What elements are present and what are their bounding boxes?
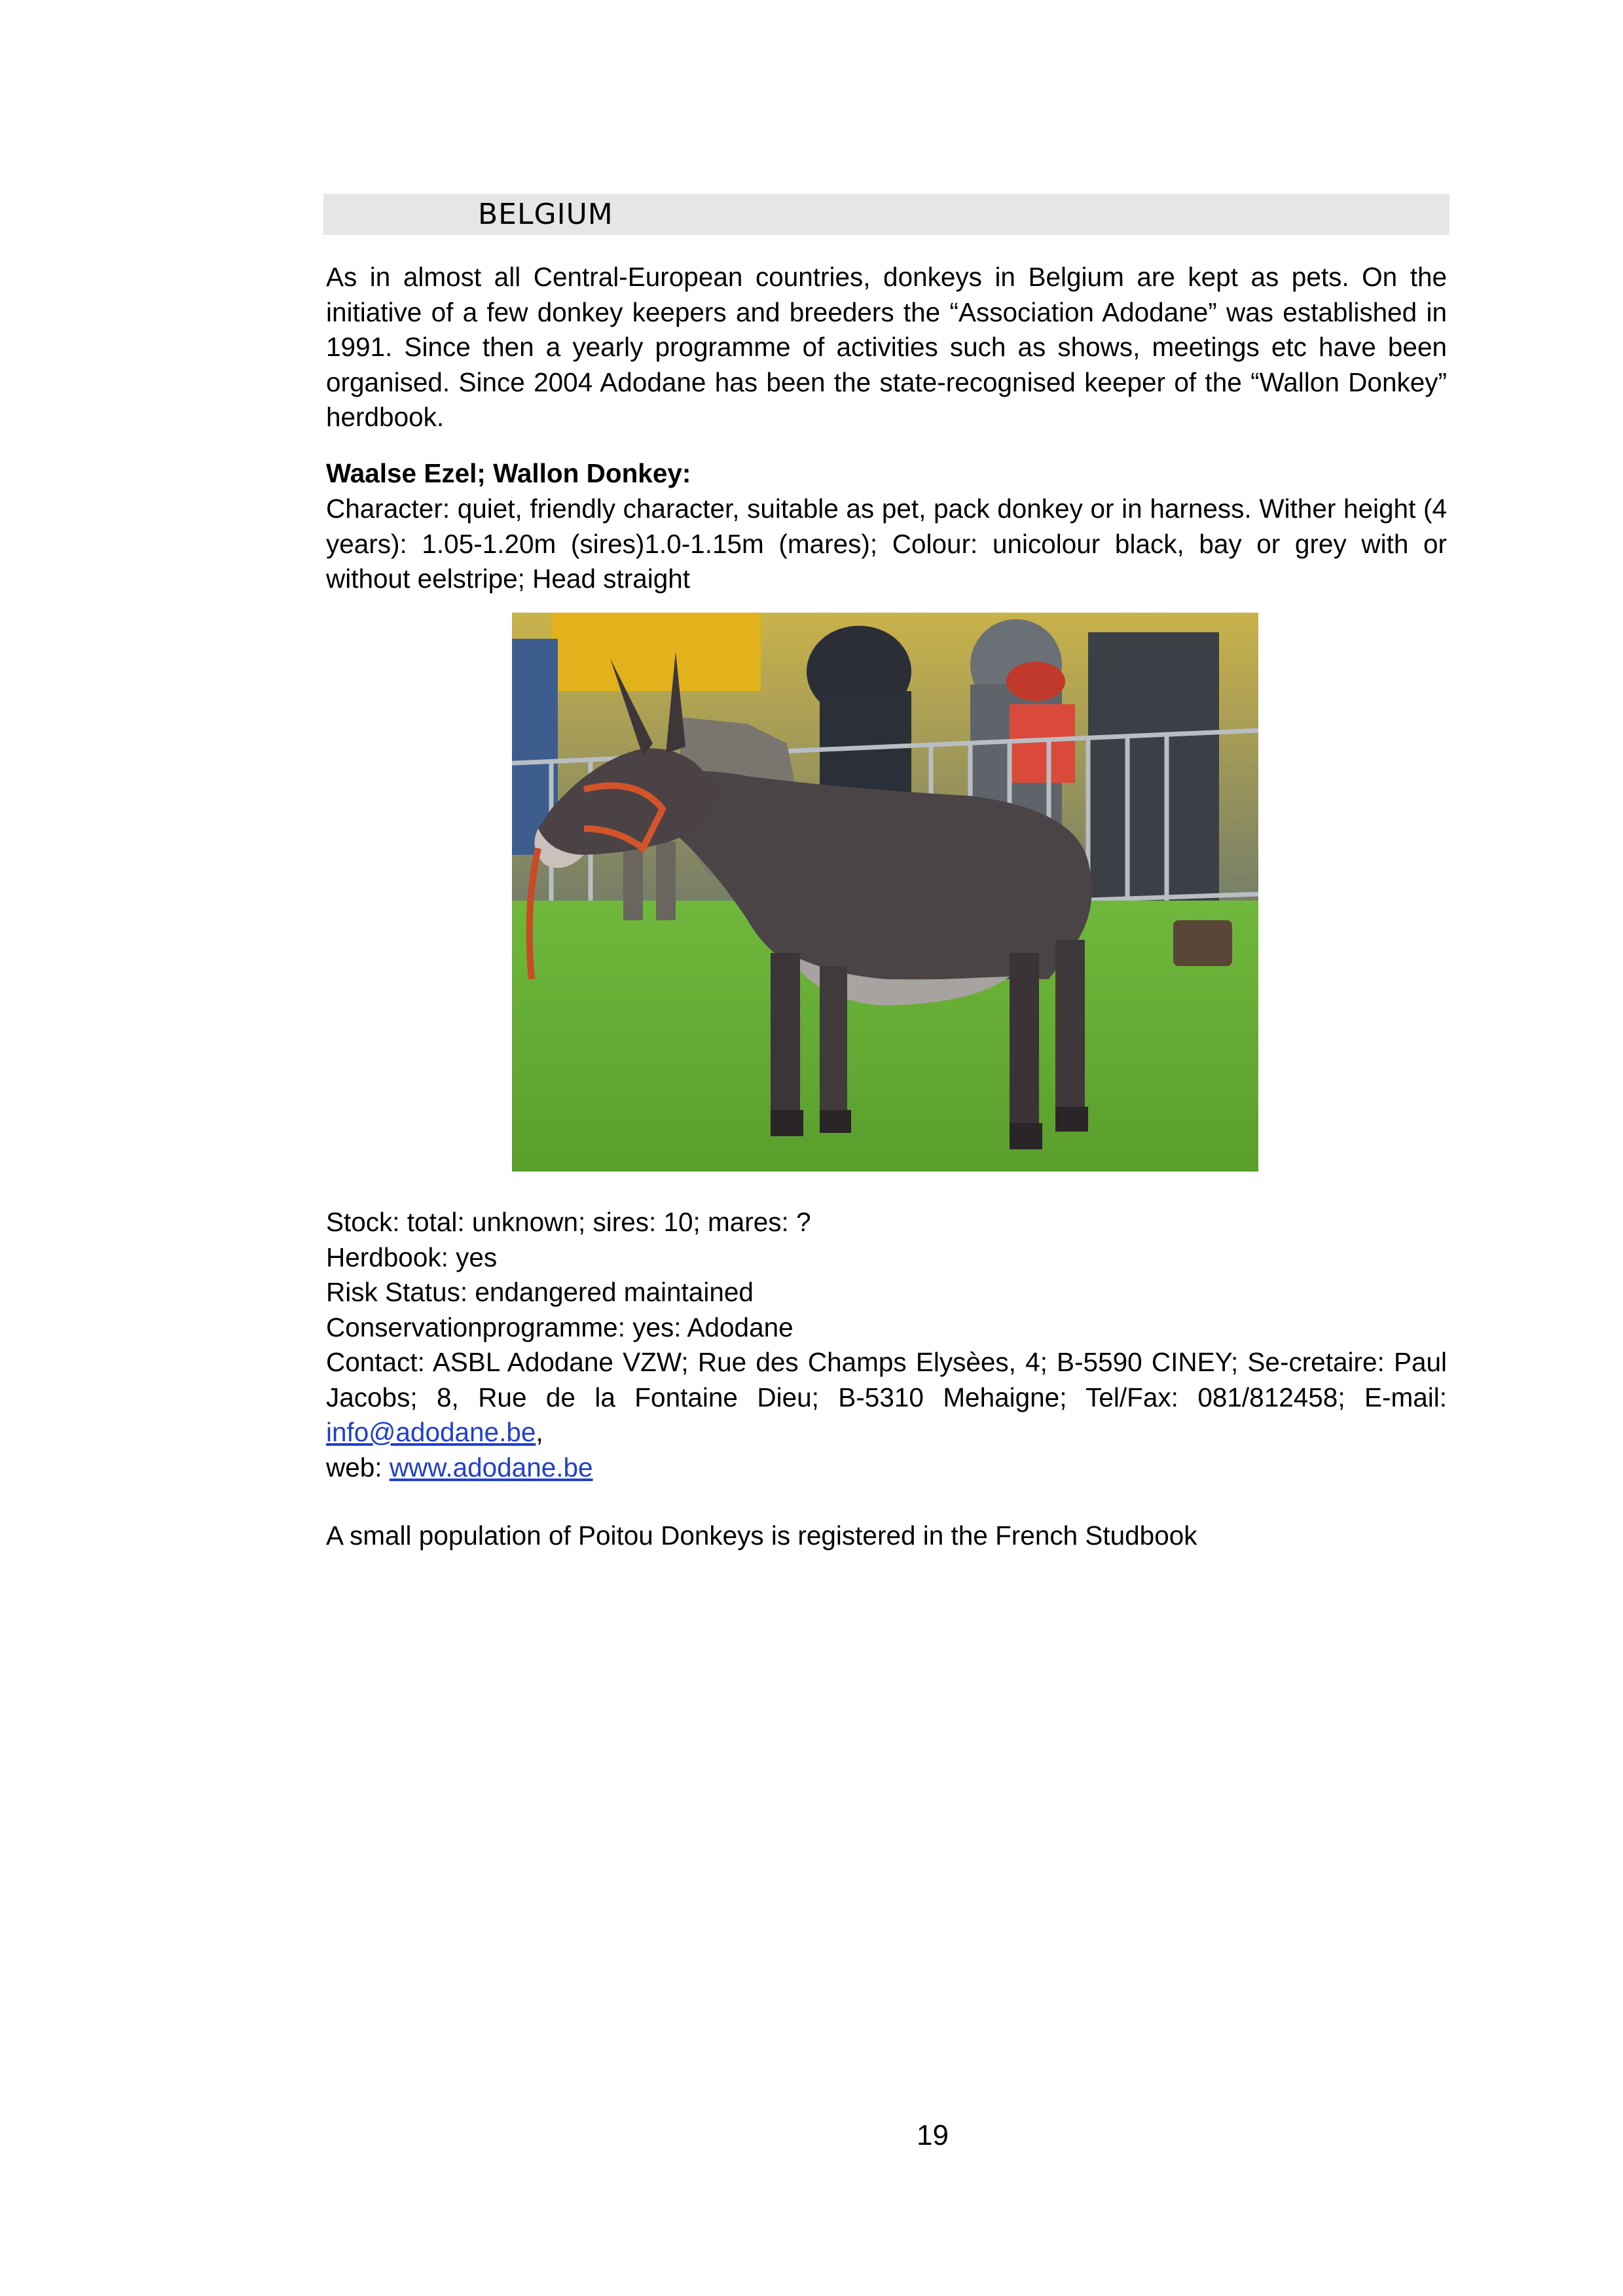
poitou-note: A small population of Poitou Donkeys is registered in the French Studbook (326, 1520, 1197, 1551)
risk-status-line: Risk Status: endangered maintained (326, 1277, 754, 1307)
contact-line (326, 1345, 1447, 1450)
contact-text: Contact: ASBL Adodane VZW; Rue des Champs Elysèes, 4; B-5590 CINEY; Se-cretaire: Paul Jacobs; 8, Rue de la Fontaine Dieu; B-5310 Mehaigne; Tel/Fax: 081/812458; E-mail: (326, 1347, 1447, 1412)
breed-description: Character: quiet, friendly character, suitable as pet, pack donkey or in harness. Wither height (4 years): 1.05-1.20m (sires)1.0-1.15m (mares); Colour: unicolour black, bay or grey with or without eelstripe; Head straight (326, 493, 1447, 594)
section-title: BELGIUM (478, 198, 613, 231)
email-link[interactable]: info@adodane.be (326, 1417, 536, 1447)
section-header-bar (323, 194, 1450, 235)
donkey-photo (512, 613, 1258, 1172)
intro-paragraph: As in almost all Central-European countries, donkeys in Belgium are kept as pets. On the initiative of a few donkey keepers and breeders the “Association Adodane” was established in 1991. Since then a yearly programme of activities such as shows, meetings etc have been organised. Since 2004 Adodane has been the state-recognised keeper of the “Wallon Donkey” herdbook. (326, 262, 1447, 432)
web-link[interactable]: www.adodane.be (389, 1452, 593, 1482)
herdbook-line: Herdbook: yes (326, 1242, 498, 1272)
breed-heading: Waalse Ezel; Wallon Donkey: (326, 458, 691, 488)
conservation-line: Conservationprogramme: yes: Adodane (326, 1312, 793, 1342)
facts-block (326, 1205, 1447, 1485)
web-label: web: (326, 1452, 390, 1482)
stock-line: Stock: total: unknown; sires: 10; mares: ? (326, 1207, 811, 1237)
page-number: 19 (917, 2119, 949, 2151)
web-line (326, 1450, 1447, 1486)
contact-suffix: , (536, 1417, 543, 1447)
